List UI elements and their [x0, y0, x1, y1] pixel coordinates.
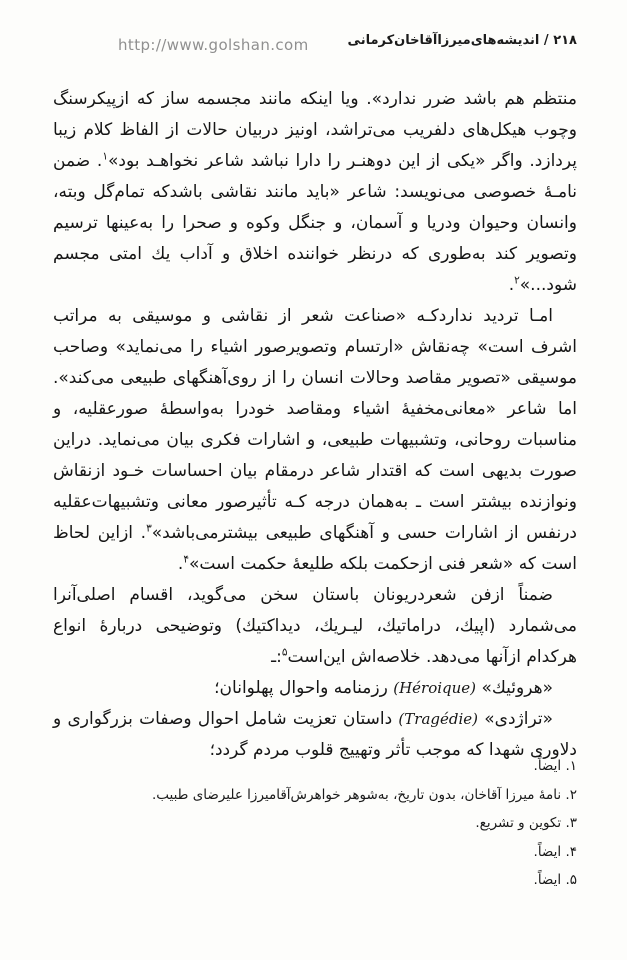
- text-run: :ـ: [271, 647, 282, 667]
- footnote-ref: ۲: [514, 274, 520, 287]
- latin-term: (Héroique): [393, 679, 477, 697]
- footnote-ref: ۵: [281, 646, 288, 659]
- footnote: ۲. نامهٔ میرزا آقاخان، بدون تاریخ، به‌شوهر خواهرش‌آقامیرزا علیرضای طبیب.: [151, 786, 577, 803]
- text-run: . ضمن نامـهٔ خصوصی می‌نویسد: شاعر «باید مانند نقاشی باشدکه تمام‌گل وبته، وانسان وحیوان ودریا و آسمان، و جنگل وکوه و صحرا را به‌عینها ترسیم وتصویر کند به‌طوری که درنظر خواننده اخلاق و آداب یك امتی مجسم شود...»: [53, 151, 577, 295]
- text-run: .: [177, 554, 184, 574]
- running-title: ۲۱۸ / اندیشه‌های‌میرزاآقاخان‌کرمانی: [347, 33, 577, 48]
- footnote: ۳. تکوین و تشریع.: [475, 815, 577, 831]
- watermark-url: http://www.golshan.com: [118, 36, 309, 54]
- text-run: داستان تعزیت شامل احوال وصفات بزرگواری و دلاوری شهدا که موجب تأثر وتهییج قلوب مردم گردد؛: [53, 709, 577, 760]
- body-text: [53, 84, 577, 766]
- text-run: رزمنامه واحوال پهلوانان؛: [214, 678, 394, 698]
- text-run: ضمناً ازفن شعردریونان باستان سخن می‌گوید، اقسام اصلی‌آنرا می‌شمارد (اپیك، دراماتیك، لیـریك، دیداکتیك) وتوضیحی دربارهٔ انواع هرکدام ازآنها می‌دهد. خلاصه‌اش این‌است: [53, 585, 577, 667]
- latin-term: (Tragédie): [398, 710, 478, 728]
- text-run: «هروئیك»: [476, 678, 553, 698]
- footnote: ۴. ایضاً.: [533, 843, 577, 860]
- footnote: ۵. ایضاً.: [533, 872, 577, 888]
- paragraph: [53, 673, 577, 704]
- paragraph: [53, 84, 577, 301]
- paragraph: [53, 580, 577, 673]
- footnote-ref: ۴: [183, 553, 189, 566]
- footnote: ۱. ایضاً.: [533, 758, 577, 774]
- text-run: منتظم هم باشد ضرر ندارد». ویا اینکه مانند مجسمه ساز که ازپیکرسنگ وچوب هیکل‌های دلفریب می‌تراشد، اونیز دربیان حالات از الفاظ کلام زیبا پردازد. واگر «یکی از این دوهنـر را دارا نباشد شاعر نخواهـد بود»: [53, 89, 577, 171]
- text-run: . ازاین لحاظ است که «شعر فنی ازحکمت بلکه طلیعهٔ حکمت است»: [53, 523, 577, 574]
- paragraph: [53, 301, 577, 580]
- footnote-ref: ۳: [146, 522, 152, 535]
- footnote-ref: ۱: [102, 150, 108, 163]
- footnotes: [53, 752, 577, 895]
- text-run: امـا تردید نداردکـه «صناعت شعر از نقاشی و موسیقی به مراتب اشرف است» چه‌نقاش «ارتسام وتصویرصور اشیاء را می‌نماید» وصاحب موسیقی «تصویر مقاصد وحالات انسان را از روی‌آهنگهای طبیعی می‌کند». اما شاعر «معانی‌مخفیهٔ اشیاء ومقاصد خودرا به‌واسطهٔ صورعقلیه، و مناسبات روحانی، وتشبیهات طبیعی، و اشارات فکری بیان می‌نماید. دراین صورت بدیهی است که اقتدار شاعر درمقام بیان احساسات خـود ازنقاش ونوازنده بیشتر است ـ به‌همان درجه کـه تأثیرصور معانی وتشبیهات‌عقلیه درنفس از اشارات حسی و آهنگهای طبیعی بیشترمی‌باشد»: [53, 306, 577, 543]
- text-run: .: [508, 275, 515, 295]
- text-run: «تراژدی»: [478, 709, 553, 729]
